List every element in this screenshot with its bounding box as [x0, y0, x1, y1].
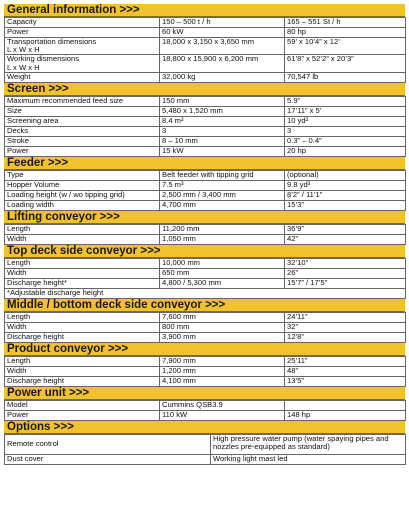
spec-row [5, 126, 406, 136]
option-row [5, 454, 406, 464]
spec-label: Length [5, 312, 160, 322]
spec-imperial-value: 0.3” – 0.4” [285, 136, 406, 146]
spec-row [5, 366, 406, 376]
spec-imperial-value: 165 – 551 St / h [285, 18, 406, 28]
spec-imperial-value: 24’11” [285, 312, 406, 322]
spec-imperial-value: (optional) [285, 170, 406, 180]
spec-row [5, 278, 406, 288]
spec-imperial-value: 42” [285, 234, 406, 244]
spec-label: Width [5, 234, 160, 244]
spec-row [5, 18, 406, 28]
spec-imperial-value: 32” [285, 322, 406, 332]
spec-imperial-value [285, 400, 406, 410]
spec-label: Discharge height [5, 332, 160, 342]
spec-metric-value: 1,200 mm [160, 366, 285, 376]
spec-row [5, 224, 406, 234]
spec-row [5, 190, 406, 200]
spec-row [5, 136, 406, 146]
section-header: General information >>> [4, 4, 405, 17]
spec-imperial-value: 148 hp [285, 410, 406, 420]
spec-row [5, 72, 406, 82]
spec-row [5, 322, 406, 332]
spec-imperial-value: 15’3” [285, 200, 406, 210]
spec-imperial-value: 10 yd² [285, 116, 406, 126]
spec-imperial-value: 59’ x 10’4” x 12’ [285, 38, 406, 55]
spec-row [5, 258, 406, 268]
section-header: Power unit >>> [4, 387, 405, 400]
spec-imperial-value: 8’2” / 11’1” [285, 190, 406, 200]
spec-label-line: L x W x H [7, 62, 40, 72]
spec-row [5, 55, 406, 72]
option-label: Remote control [5, 434, 211, 454]
spec-metric-value: 18,800 x 15,900 x 6,200 mm [160, 55, 285, 72]
spec-imperial-value: 36’9” [285, 224, 406, 234]
spec-label: Size [5, 106, 160, 116]
spec-table [4, 356, 406, 387]
spec-sheet [4, 4, 405, 465]
spec-imperial-value: 15’7” / 17’5” [285, 278, 406, 288]
option-value: Working light mast led [211, 454, 406, 464]
spec-metric-value: 3,900 mm [160, 332, 285, 342]
spec-label: Capacity [5, 18, 160, 28]
spec-row [5, 312, 406, 322]
options-table [4, 434, 406, 465]
spec-row [5, 38, 406, 55]
spec-metric-value: 7.5 m³ [160, 180, 285, 190]
spec-row [5, 332, 406, 342]
spec-row [5, 356, 406, 366]
spec-label: Model [5, 400, 160, 410]
spec-imperial-value: 70,547 lb [285, 72, 406, 82]
spec-row [5, 116, 406, 126]
spec-label: Loading height (w / wo tipping grid) [5, 190, 160, 200]
spec-imperial-value: 25’11” [285, 356, 406, 366]
spec-label: Width [5, 268, 160, 278]
spec-label: Screening area [5, 116, 160, 126]
spec-metric-value: 8 – 10 mm [160, 136, 285, 146]
spec-imperial-value: 9.8 yd³ [285, 180, 406, 190]
spec-imperial-value: 26” [285, 268, 406, 278]
spec-metric-value: 11,200 mm [160, 224, 285, 234]
spec-metric-value: 3 [160, 126, 285, 136]
section-header: Middle / bottom deck side conveyor >>> [4, 299, 405, 312]
spec-label: Length [5, 356, 160, 366]
footnote: *Adjustable discharge height [5, 288, 406, 298]
spec-metric-value: 800 mm [160, 322, 285, 332]
section-header: Options >>> [4, 421, 405, 434]
spec-imperial-value: 13’5” [285, 376, 406, 386]
spec-table [4, 258, 406, 299]
spec-label: Length [5, 224, 160, 234]
spec-metric-value: 150 mm [160, 96, 285, 106]
spec-imperial-value: 61’8” x 52’2” x 20’3” [285, 55, 406, 72]
spec-label: Power [5, 146, 160, 156]
spec-row [5, 376, 406, 386]
section-header: Screen >>> [4, 83, 405, 96]
spec-label: Length [5, 258, 160, 268]
spec-label: Decks [5, 126, 160, 136]
spec-label: Discharge height* [5, 278, 160, 288]
spec-metric-value: 8.4 m² [160, 116, 285, 126]
spec-metric-value: 15 kW [160, 146, 285, 156]
spec-imperial-value: 12’8” [285, 332, 406, 342]
spec-metric-value: 7,900 mm [160, 356, 285, 366]
spec-row [5, 180, 406, 190]
section-header: Top deck side conveyor >>> [4, 245, 405, 258]
spec-label: Power [5, 28, 160, 38]
option-value: High pressure water pump (water spaying pipes and nozzles pre-equipped as standard) [211, 434, 406, 454]
spec-metric-value: 650 mm [160, 268, 285, 278]
spec-metric-value: 150 – 500 t / h [160, 18, 285, 28]
section-header: Product conveyor >>> [4, 343, 405, 356]
spec-row [5, 200, 406, 210]
spec-metric-value: 1,050 mm [160, 234, 285, 244]
spec-label [5, 55, 160, 72]
spec-table [4, 224, 406, 245]
spec-table [4, 96, 406, 157]
spec-label: Discharge height [5, 376, 160, 386]
section-header: Lifting conveyor >>> [4, 211, 405, 224]
spec-metric-value: 60 kW [160, 28, 285, 38]
spec-metric-value: 4,100 mm [160, 376, 285, 386]
spec-metric-value: 2,500 mm / 3,400 mm [160, 190, 285, 200]
spec-label: Weight [5, 72, 160, 82]
spec-label: Type [5, 170, 160, 180]
spec-metric-value: 110 kW [160, 410, 285, 420]
spec-row [5, 400, 406, 410]
spec-label: Loading width [5, 200, 160, 210]
spec-table [4, 400, 406, 421]
spec-imperial-value: 20 hp [285, 146, 406, 156]
spec-metric-value: 4,700 mm [160, 200, 285, 210]
spec-metric-value: 4,800 / 5,300 mm [160, 278, 285, 288]
spec-row [5, 410, 406, 420]
spec-row [5, 96, 406, 106]
spec-imperial-value: 17’11” x 5’ [285, 106, 406, 116]
spec-imperial-value: 48” [285, 366, 406, 376]
spec-label: Width [5, 366, 160, 376]
spec-row [5, 106, 406, 116]
spec-metric-value: 7,600 mm [160, 312, 285, 322]
spec-label: Stroke [5, 136, 160, 146]
spec-imperial-value: 80 hp [285, 28, 406, 38]
spec-label-line: Working dismensions [7, 54, 80, 64]
spec-metric-value: 18,000 x 3,150 x 3,650 mm [160, 38, 285, 55]
spec-label [5, 38, 160, 55]
spec-imperial-value: 3 [285, 126, 406, 136]
spec-metric-value: Cummins QSB3.9 [160, 400, 285, 410]
spec-label: Hopper Volume [5, 180, 160, 190]
spec-table [4, 312, 406, 343]
spec-imperial-value: 5.9” [285, 96, 406, 106]
spec-metric-value: 32,000 kg [160, 72, 285, 82]
option-label: Dust cover [5, 454, 211, 464]
section-header: Feeder >>> [4, 157, 405, 170]
spec-metric-value: 10,000 mm [160, 258, 285, 268]
spec-table [4, 17, 406, 83]
note-row [5, 288, 406, 298]
spec-metric-value: Belt feeder with tipping grid [160, 170, 285, 180]
spec-row [5, 234, 406, 244]
spec-label: Width [5, 322, 160, 332]
spec-table [4, 170, 406, 211]
spec-row [5, 268, 406, 278]
spec-metric-value: 5,480 x 1,520 mm [160, 106, 285, 116]
spec-row [5, 28, 406, 38]
spec-label: Power [5, 410, 160, 420]
spec-label: Maximum recommended feed size [5, 96, 160, 106]
spec-label-line: Transportation dimensions [7, 37, 97, 46]
spec-row [5, 170, 406, 180]
spec-label-line: L x W x H [7, 45, 40, 55]
option-row [5, 434, 406, 454]
spec-imperial-value: 32’10” [285, 258, 406, 268]
spec-row [5, 146, 406, 156]
